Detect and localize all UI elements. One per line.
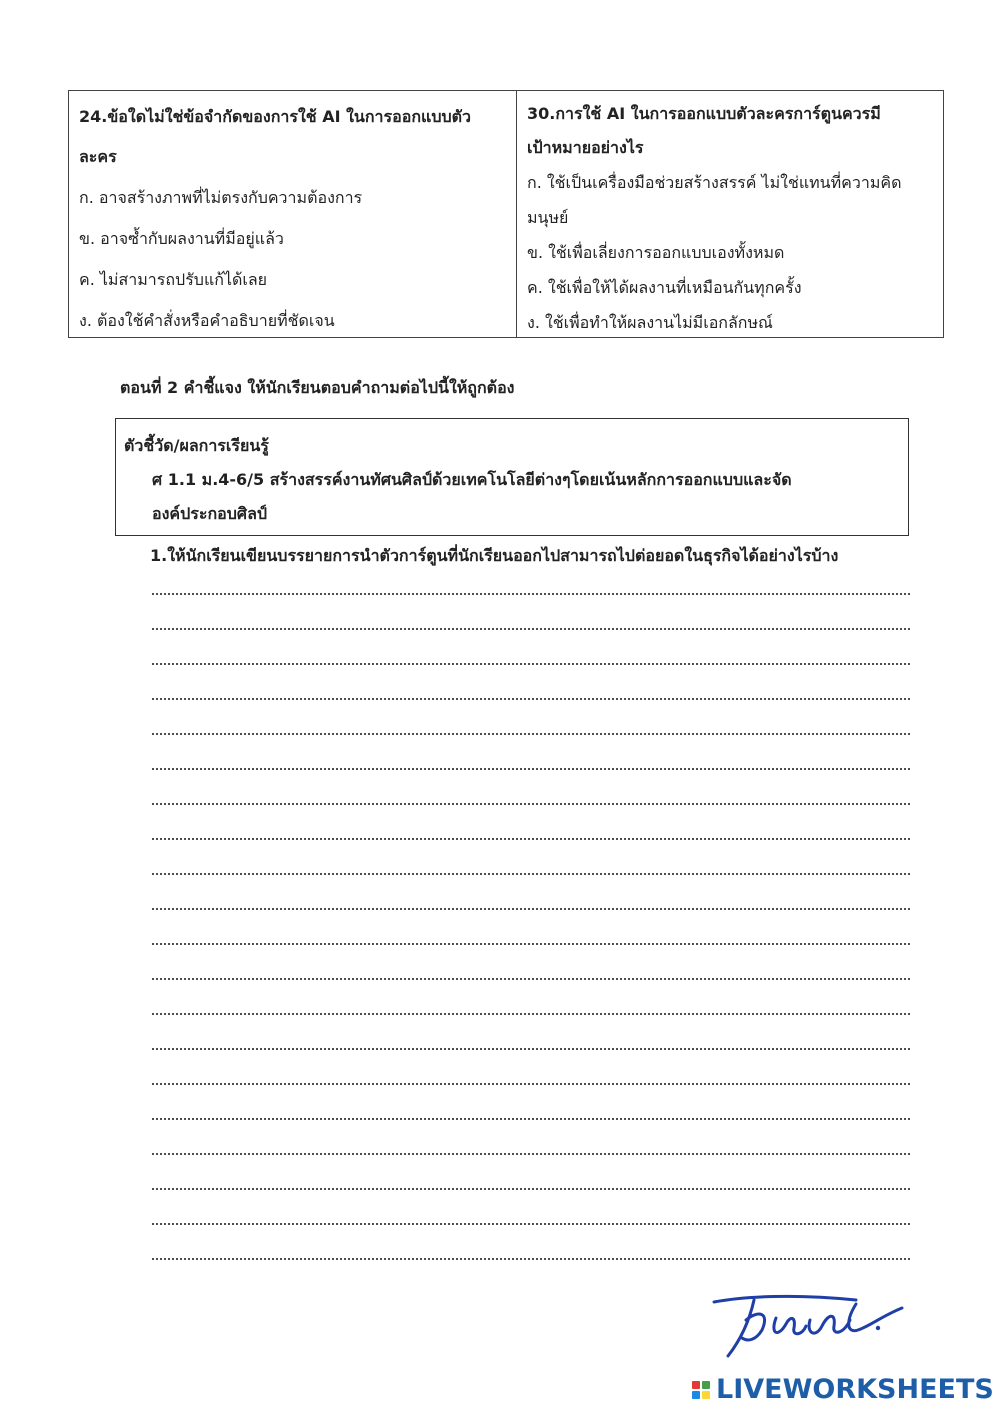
question-30-title-line2: เป้าหมายอย่างไร: [527, 138, 644, 157]
answer-line[interactable]: [151, 1118, 910, 1120]
question-30-option-d[interactable]: ง. ใช้เพื่อทำให้ผลงานไม่มีเอกลักษณ์: [527, 313, 773, 332]
question-30-cell: [517, 91, 943, 337]
answer-line[interactable]: [151, 628, 910, 630]
indicator-line1: ศ 1.1 ม.4-6/5 สร้างสรรค์งานทัศนศิลป์ด้วยเทคโนโลยีต่างๆโดยเน้นหลักการออกแบบและจัด: [152, 470, 792, 489]
liveworksheets-logo: [692, 1374, 994, 1405]
answer-line[interactable]: [151, 593, 910, 595]
answer-line[interactable]: [151, 1083, 910, 1085]
logo-square: [702, 1381, 710, 1389]
question-24-option-c[interactable]: ค. ไม่สามารถปรับแก้ได้เลย: [79, 270, 268, 289]
answer-line[interactable]: [151, 908, 910, 910]
answer-line[interactable]: [151, 1153, 910, 1155]
answer-line[interactable]: [151, 733, 910, 735]
question-30-option-b[interactable]: ข. ใช้เพื่อเลี่ยงการออกแบบเองทั้งหมด: [527, 243, 785, 262]
answer-line[interactable]: [151, 1013, 910, 1015]
indicator-line2: องค์ประกอบศิลป์: [152, 504, 268, 523]
liveworksheets-icon: [692, 1381, 710, 1399]
logo-square: [692, 1381, 700, 1389]
answer-area[interactable]: [151, 593, 910, 1293]
answer-line[interactable]: [151, 978, 910, 980]
question-30-option-a-cont[interactable]: มนุษย์: [527, 208, 569, 227]
question-table: [68, 90, 944, 338]
liveworksheets-brand-text: LIVEWORKSHEETS: [716, 1374, 994, 1405]
question-30-option-c[interactable]: ค. ใช้เพื่อให้ได้ผลงานที่เหมือนกันทุกครั้ง: [527, 278, 802, 297]
answer-line[interactable]: [151, 873, 910, 875]
question-24-cell: [69, 91, 517, 337]
logo-square: [692, 1391, 700, 1399]
question-30-title: [527, 97, 933, 165]
answer-line[interactable]: [151, 838, 910, 840]
question-30-option-a[interactable]: ก. ใช้เป็นเครื่องมือช่วยสร้างสรรค์ ไม่ใช่แทนที่ความคิด: [527, 173, 902, 192]
signature-image: [706, 1290, 906, 1360]
answer-line[interactable]: [151, 943, 910, 945]
answer-line[interactable]: [151, 1258, 910, 1260]
part2-heading: ตอนที่ 2 คำชี้แจง ให้นักเรียนตอบคำถามต่อไปนี้ให้ถูกต้อง: [120, 378, 515, 397]
answer-line[interactable]: [151, 1048, 910, 1050]
question-24-title-line1: 24.ข้อใดไม่ใช่ข้อจำกัดของการใช้ AI ในการออกแบบตัว: [79, 107, 472, 126]
answer-line[interactable]: [151, 803, 910, 805]
indicator-title: ตัวชี้วัด/ผลการเรียนรู้: [124, 436, 269, 455]
logo-square: [702, 1391, 710, 1399]
question-24-option-d[interactable]: ง. ต้องใช้คำสั่งหรือคำอธิบายที่ชัดเจน: [79, 311, 335, 330]
indicator-box: [115, 418, 909, 536]
question-24-title-line2: ละคร: [79, 147, 117, 166]
question-24-option-b[interactable]: ข. อาจซ้ำกับผลงานที่มีอยู่แล้ว: [79, 229, 284, 248]
answer-line[interactable]: [151, 663, 910, 665]
answer-line[interactable]: [151, 1188, 910, 1190]
answer-line[interactable]: [151, 768, 910, 770]
answer-line[interactable]: [151, 1223, 910, 1225]
question-30-title-line1: 30.การใช้ AI ในการออกแบบตัวละครการ์ตูนควรมี: [527, 104, 881, 123]
question-24-option-a[interactable]: ก. อาจสร้างภาพที่ไม่ตรงกับความต้องการ: [79, 188, 363, 207]
question-24-title: [79, 97, 506, 177]
essay-question: 1.ให้นักเรียนเขียนบรรยายการนำตัวการ์ตูนที่นักเรียนออกไปสามารถไปต่อยอดในธุรกิจได้อย่างไรบ้าง: [150, 546, 839, 565]
answer-line[interactable]: [151, 698, 910, 700]
